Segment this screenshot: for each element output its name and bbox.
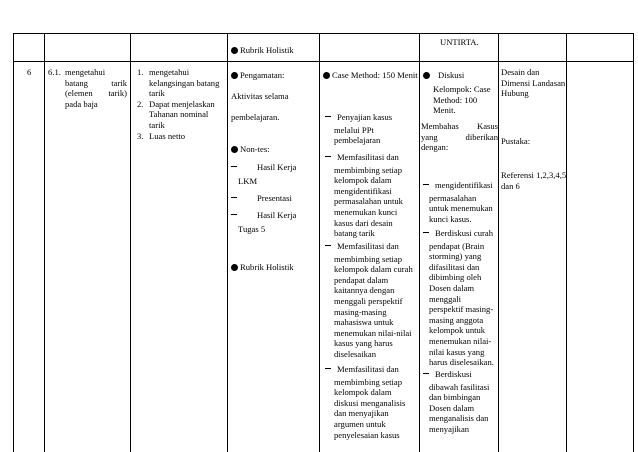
referensi-line: Referensi 1,2,3,4,5 (501, 170, 567, 180)
activity-line: diskusi menganalisis (334, 397, 406, 408)
yang-line (421, 132, 498, 143)
activity-line: mengidentifikasi (334, 185, 392, 196)
col-border (419, 33, 420, 452)
kelompok-text (433, 84, 491, 116)
col-border (13, 33, 14, 452)
student-activity-line: Dosen dalam (429, 282, 475, 293)
col-border (498, 33, 499, 452)
activity-line: membimbing setiap (334, 164, 403, 175)
col-border (566, 33, 567, 452)
top-untirta: UNTIRTA. (440, 37, 479, 47)
dash-bullet-icon (325, 156, 331, 157)
material-num: 1. (137, 67, 144, 77)
activity-line: kelompok dalam (334, 387, 392, 398)
bullet-dot-icon (231, 47, 238, 54)
dash-bullet-icon (423, 373, 429, 374)
dash-bullet-icon (231, 166, 237, 167)
dash-bullet-icon (231, 197, 237, 198)
activity-line: melalui PPt (334, 124, 374, 135)
indicator-line: pada baja (65, 98, 98, 109)
indicator-word: tarik) (108, 88, 127, 99)
col-border (44, 33, 45, 452)
student-activity-line: masing anggota (429, 314, 484, 325)
assessment-tugas: Tugas 5 (238, 224, 266, 234)
table-border-top (13, 33, 633, 34)
hasil-kerja-label: Hasil Kerja (257, 210, 297, 220)
material-item (137, 130, 219, 142)
bullet-dot-icon (231, 146, 238, 153)
row-divider (13, 61, 633, 62)
pustaka-label: Pustaka: (501, 136, 531, 146)
student-activity-line: difasilitasi dan (429, 261, 480, 272)
membahas-word: Kasus (476, 121, 498, 131)
indicator-number: 6.1. (48, 67, 61, 77)
dash-bullet-icon (423, 184, 429, 185)
activity-line: permasalahan untuk (334, 196, 403, 207)
activity-line: diselesaikan (334, 348, 376, 359)
dash-bullet-icon (231, 214, 237, 215)
dash-bullet-icon (325, 368, 331, 369)
activity-item (325, 112, 392, 146)
activity-item (325, 152, 403, 239)
student-activity-line: pendapat (Brain (429, 240, 485, 251)
assessment-nontes (231, 144, 270, 155)
yang-word: yang (421, 131, 438, 142)
material-line: mengetahui (149, 67, 190, 77)
student-activity-line: menggali (429, 293, 461, 304)
student-activity-head: mengidentifikasi (435, 180, 493, 190)
student-activity-line: untuk menemukan (429, 203, 493, 214)
activity-line: kaitannya dengan (334, 285, 395, 296)
referensi-line: dan 6 (501, 180, 520, 191)
student-activity-line: nilai kasus yang (429, 346, 485, 357)
student-activity-line: dibawah fasilitasi (429, 381, 490, 392)
activity-line: pendapat dalam (334, 274, 389, 285)
activity-line: membimbing setiap (334, 376, 403, 387)
material-line: tarik (149, 88, 165, 99)
case-method (323, 70, 418, 81)
diskusi-bullet (423, 70, 464, 81)
indicator-word: tarik (111, 77, 127, 88)
assessment-hasil-kerja-1 (231, 162, 296, 173)
student-activity-line: menganalisis dan (429, 413, 489, 424)
activity-line: menemukan nilai-nilai (334, 327, 412, 338)
kelompok-line: Menit. (433, 105, 456, 116)
material-line: Tahanan nominal (149, 109, 209, 120)
assessment-lkm: LKM (238, 176, 258, 186)
rubrik-label: Rubrik Holistik (240, 45, 294, 55)
activity-line: argumen untuk (334, 418, 386, 429)
activity-line: kelompok dalam (334, 175, 392, 186)
material-item (137, 67, 220, 99)
col-border (130, 33, 131, 452)
activity-line: masing-masing (334, 306, 387, 317)
desain-line: Hubung (501, 88, 529, 99)
membahas-text (421, 121, 498, 153)
desain-line: Desain dan (501, 67, 540, 77)
material-list (137, 67, 220, 141)
hasil-kerja-label: Hasil Kerja (257, 162, 297, 172)
col-border (227, 33, 228, 452)
student-activity-line: kelompok untuk (429, 325, 486, 336)
dash-bullet-icon (325, 245, 331, 246)
top-rubrik-holistik (231, 45, 294, 56)
week-number: 6 (27, 67, 32, 77)
student-activity-line: Dosen dalam (429, 402, 475, 413)
student-activity-line: permasalahan (429, 192, 477, 203)
bullet-dot-icon (323, 72, 330, 79)
bullet-dot-icon (231, 72, 238, 79)
student-activity-item (423, 180, 493, 224)
student-activity-head: Berdiskusi (435, 369, 472, 379)
desain-line: Dimensi Landasan (501, 77, 566, 88)
assessment-presentasi (231, 193, 292, 204)
student-activity-line: dan bimbingan (429, 392, 481, 403)
student-activity-line: dibimbing oleh (429, 272, 482, 283)
yang-word: diberikan (465, 131, 498, 142)
activity-line: menemukan kunci (334, 206, 398, 217)
bullet-dot-icon (231, 264, 238, 271)
pengamatan-label: Pengamatan: (240, 70, 285, 80)
dash-bullet-icon (325, 116, 331, 117)
indicator-word: batang (65, 77, 88, 88)
student-activity-line: menyajikan (429, 423, 470, 434)
membahas-line (421, 121, 498, 132)
activity-line: kasus dari desain (334, 217, 393, 228)
student-activity-line: perspektif masing- (429, 304, 494, 315)
activity-line: batang tarik (334, 228, 375, 239)
material-line: tarik (149, 119, 165, 130)
activity-item (325, 364, 405, 440)
dengan-line: dengan: (421, 142, 449, 153)
indicator-line: mengetahui (65, 67, 106, 77)
bullet-dot-icon (423, 72, 430, 79)
assessment-aktivitas: Aktivitas selama (231, 91, 289, 101)
student-activity-item (423, 369, 489, 435)
activity-line: penyelesaian kasus (334, 429, 400, 440)
rubrik-label: Rubrik Holistik (240, 262, 294, 272)
indicator-line-justified (65, 88, 127, 99)
kelompok-line: Method: 100 (433, 94, 478, 105)
student-activity-line: storming) yang (429, 251, 482, 262)
material-item (137, 98, 219, 131)
activity-line: membimbing setiap (334, 253, 403, 264)
activity-line: dan menyajikan (334, 408, 389, 419)
case-method-label: Case Method: 150 Menit (332, 70, 418, 80)
activity-line: kelompok dalam curah (334, 264, 413, 275)
activity-line: kasus yang harus (334, 338, 393, 349)
material-line: Dapat menjelaskan (149, 98, 215, 109)
material-num: 2. (137, 98, 144, 109)
membahas-word: Membahas (421, 121, 459, 131)
student-activity-line: harus diselesaikan. (429, 357, 494, 368)
col-border (319, 33, 320, 452)
student-activity-head: Berdiskusi curah (435, 228, 493, 238)
indicator-word: (elemen (65, 88, 93, 99)
activity-item (325, 241, 413, 360)
indicator-text (65, 67, 127, 109)
student-activity-item (423, 228, 494, 368)
activity-head: Memfasilitasi dan (337, 241, 399, 251)
dash-bullet-icon (423, 232, 429, 233)
assessment-rubrik (231, 262, 294, 273)
activity-line: mahasiswa untuk (334, 317, 394, 328)
material-line: Luas netto (149, 130, 186, 141)
activity-head: Memfasilitasi dan (337, 152, 399, 162)
student-activity-line: menemukan nilai- (429, 335, 492, 346)
assessment-pembelajaran: pembelajaran. (231, 112, 280, 122)
indicator-line-justified (65, 78, 127, 89)
activity-line: pembelajaran (334, 135, 381, 146)
col-border (633, 33, 634, 452)
nontes-label: Non-tes: (240, 144, 270, 154)
referensi-text (501, 170, 566, 191)
assessment-hasil-kerja-2 (231, 210, 296, 221)
kelompok-line: Kelompok: Case (433, 84, 491, 94)
diskusi-label: Diskusi (438, 70, 465, 80)
activity-head: Memfasilitasi dan (337, 364, 399, 374)
assessment-pengamatan (231, 70, 284, 81)
material-line: kelangsingan batang (149, 77, 220, 88)
activity-line: menggali perspektif (334, 295, 403, 306)
activity-head: Penyajian kasus (337, 112, 393, 122)
material-num: 3. (137, 130, 144, 141)
desain-text (501, 67, 565, 99)
presentasi-label: Presentasi (257, 193, 292, 203)
student-activity-line: kunci kasus. (429, 213, 472, 224)
